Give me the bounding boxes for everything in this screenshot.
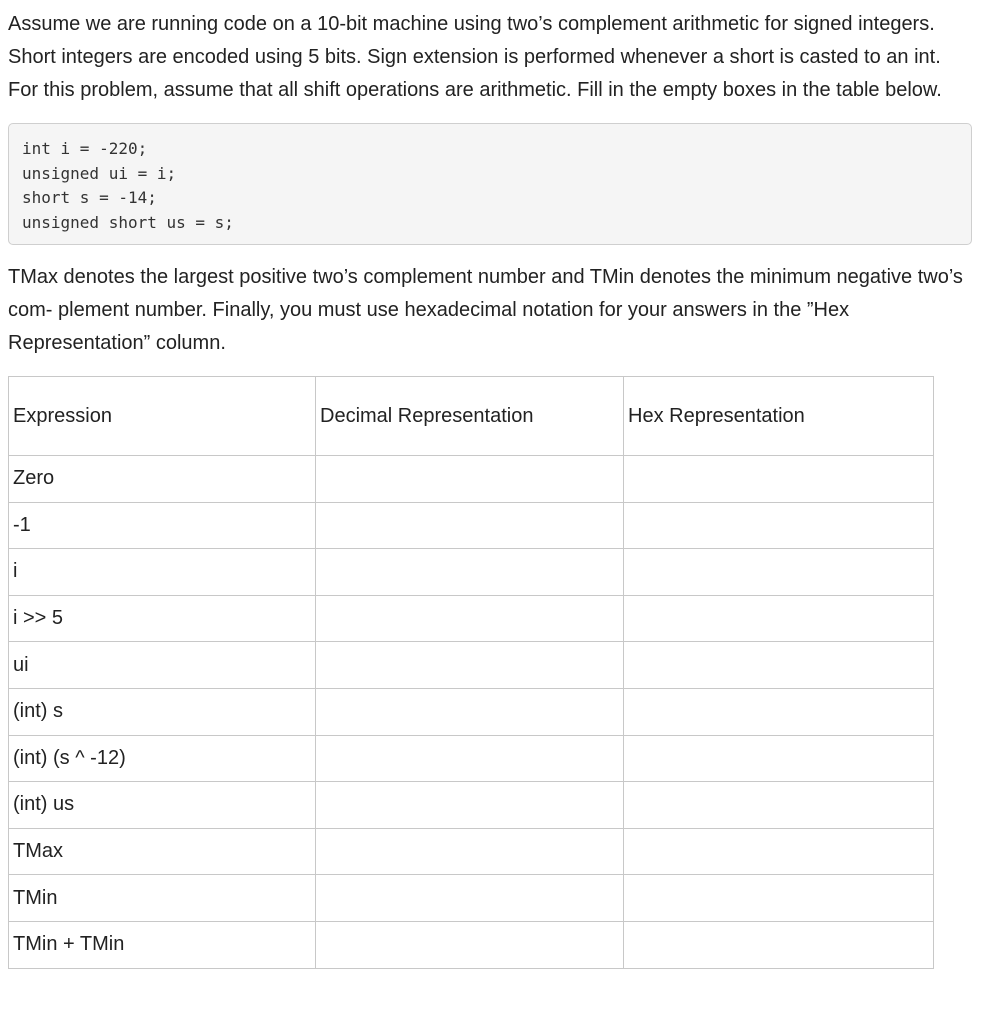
expression-cell: (int) s [9, 688, 316, 735]
code-line: int i = -220; [22, 139, 148, 158]
decimal-answer-cell[interactable] [316, 502, 624, 549]
decimal-answer-cell[interactable] [316, 456, 624, 503]
code-line: unsigned ui = i; [22, 163, 177, 183]
decimal-answer-cell[interactable] [316, 782, 624, 829]
table-row [9, 549, 934, 596]
decimal-answer-cell[interactable] [316, 735, 624, 782]
decimal-answer-cell[interactable] [316, 595, 624, 642]
table-row [9, 875, 934, 922]
hex-answer-cell[interactable] [624, 782, 934, 829]
code-line: short s = -14; [22, 188, 157, 207]
hex-answer-cell[interactable] [624, 642, 934, 689]
code-line: unsigned short us = s; [22, 212, 234, 232]
table-header-row [9, 377, 934, 456]
expression-cell: i [9, 549, 316, 596]
table-row [9, 688, 934, 735]
decimal-answer-cell[interactable] [316, 921, 624, 968]
expression-cell: -1 [9, 502, 316, 549]
answer-table [8, 376, 934, 969]
expression-cell: TMin [9, 875, 316, 922]
table-row [9, 595, 934, 642]
hex-answer-cell[interactable] [624, 688, 934, 735]
hex-answer-cell[interactable] [624, 595, 934, 642]
hex-answer-cell[interactable] [624, 921, 934, 968]
expression-cell: (int) us [9, 782, 316, 829]
hex-answer-cell[interactable] [624, 549, 934, 596]
expression-cell: Zero [9, 456, 316, 503]
table-row [9, 921, 934, 968]
header-decimal: Decimal Representation [316, 377, 624, 456]
expression-cell: i >> 5 [9, 595, 316, 642]
hex-answer-cell[interactable] [624, 456, 934, 503]
expression-cell: TMax [9, 828, 316, 875]
expression-cell: TMin + TMin [9, 921, 316, 968]
problem-page [8, 8, 974, 969]
hex-answer-cell[interactable] [624, 502, 934, 549]
hex-answer-cell[interactable] [624, 735, 934, 782]
table-row [9, 735, 934, 782]
expression-cell: (int) (s ^ -12) [9, 735, 316, 782]
header-expression: Expression [9, 377, 316, 456]
intro-paragraph: Assume we are running code on a 10-bit machine using two’s complement arithmetic for signed integers. Short integers are encoded using 5 bits. Sign extension is performed whenever a short is casted to an int. For this problem, assume that all shift operations are arithmetic. Fill in the empty boxes in the table below. [8, 13, 942, 101]
header-hex: Hex Representation [624, 377, 934, 456]
expression-cell: ui [9, 642, 316, 689]
hex-answer-cell[interactable] [624, 875, 934, 922]
decimal-answer-cell[interactable] [316, 875, 624, 922]
decimal-answer-cell[interactable] [316, 549, 624, 596]
hex-answer-cell[interactable] [624, 828, 934, 875]
decimal-answer-cell[interactable] [316, 688, 624, 735]
definitions-paragraph: TMax denotes the largest positive two’s complement number and TMin denotes the minimum negative two’s com- plement number. Finally, you must use hexadecimal notation for your answers in the ”Hex Representation” column. [8, 266, 963, 354]
table-row [9, 502, 934, 549]
decimal-answer-cell[interactable] [316, 642, 624, 689]
table-row [9, 642, 934, 689]
table-row [9, 782, 934, 829]
table-row [9, 456, 934, 503]
table-row [9, 828, 934, 875]
code-block [8, 123, 972, 245]
decimal-answer-cell[interactable] [316, 828, 624, 875]
